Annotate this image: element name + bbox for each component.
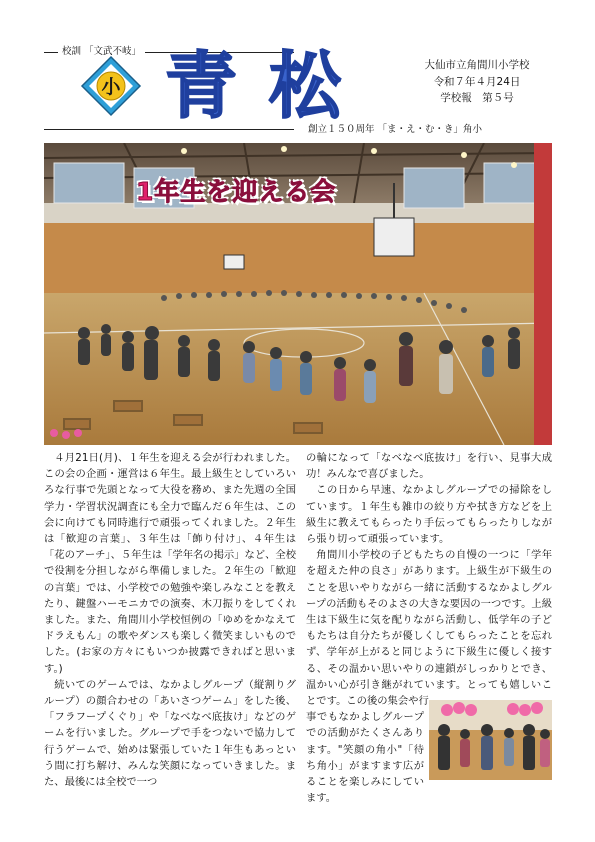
group-photo xyxy=(429,700,552,780)
school-logo xyxy=(80,55,142,117)
school-name: 大仙市立角間川小学校 xyxy=(424,59,530,71)
school-info xyxy=(412,57,542,107)
paragraph: この日から早速、なかよしグループでの掃除をしています。１年生も雑巾の絞り方や拭き方などを上級生に教えてもらったり手伝ってもらったりしながら張り切って頑張っています。 xyxy=(306,484,552,546)
school-motto: 校訓 「文武不岐」 xyxy=(58,43,145,57)
anniversary-subtitle: 創立１５０周年 「ま・え・む・き」角小 xyxy=(308,124,483,135)
title-char: 青 xyxy=(165,43,240,128)
article-column-1 xyxy=(44,450,296,790)
title-char: 松 xyxy=(269,43,344,128)
issue-number: 学校報 第５号 xyxy=(440,92,514,104)
paragraph: 角間川小学校の子どもたちの自慢の一つに「学年を超えた仲の良さ」があります。上級生が下級生のことを思いやりながら一緒に活動するなかよしグループの活動もそのよさの大きな要因の一つです。上級生は下級生に気を配りながら活動し、低学年の子どもたちは自分たちが優しくしてもらったことを忘れず、学年が上がると同じように下級生に優しく接する、その温かい思いやりの連鎖がしっかりとでき、温かい心が引き継がれています。とっても嬉しいことです。この後の集会や行 xyxy=(306,549,552,708)
paragraph: 続いてのゲームでは、なかよしグループ（縦割りグループ）の顔合わせの「あいさつゲーム」をした後、「フラフープくぐり」や「なべなべ底抜け」などのゲームを行いました。グループで手をつないで協力して行うゲームで、始めは緊張していた１年生もあっという間に打ち解け、みんな笑顔になっていきました。また、最後には全校で一つ xyxy=(44,678,296,789)
issue-date: 令和７年４月24日 xyxy=(433,75,521,88)
article-headline: 1年生を迎える会 xyxy=(136,177,337,206)
newsletter-title xyxy=(165,43,344,128)
paragraph: の輪になって「なべなべ底抜け」を行い、見事大成功！みんなで喜びました。 xyxy=(306,452,552,481)
subtitle-rule xyxy=(44,129,294,130)
paragraph: ４月21日(月)、１年生を迎える会が行われました。この会の企画・運営は６年生。最上級生としていろいろな行事で先頭となって大役を務め、また先週の全国学力・学習状況調査にも全力で臨んだ６年生は、この会に向けても同時進行で頑張ってくれました。２年生は「歓迎の言葉」、３年生は「飾り付け」、４年生は「花のアーチ」、５年生は「学年名の掲示」など、全校で役割を分担しながら準備しました。２年生の「歓迎の言葉」では、小学校での勉強や楽しみなことを教えたり、鍵盤ハーモニカでの演奏、木刀振りをしてくれました。また、角間川小学校恒例の「ゆめをかなえてドラえもん」の歌やダンスも楽しく微笑ましいものでした。(お家の方々にもいつか披露できればと思います。) xyxy=(44,452,296,675)
paragraph: 事でもなかよしグループでの活動がたくさんあります。"笑顔の角小"「待ち角小」がますます広がることを楽しみにしています。 xyxy=(306,711,424,805)
logo-char: 小 xyxy=(101,76,121,98)
